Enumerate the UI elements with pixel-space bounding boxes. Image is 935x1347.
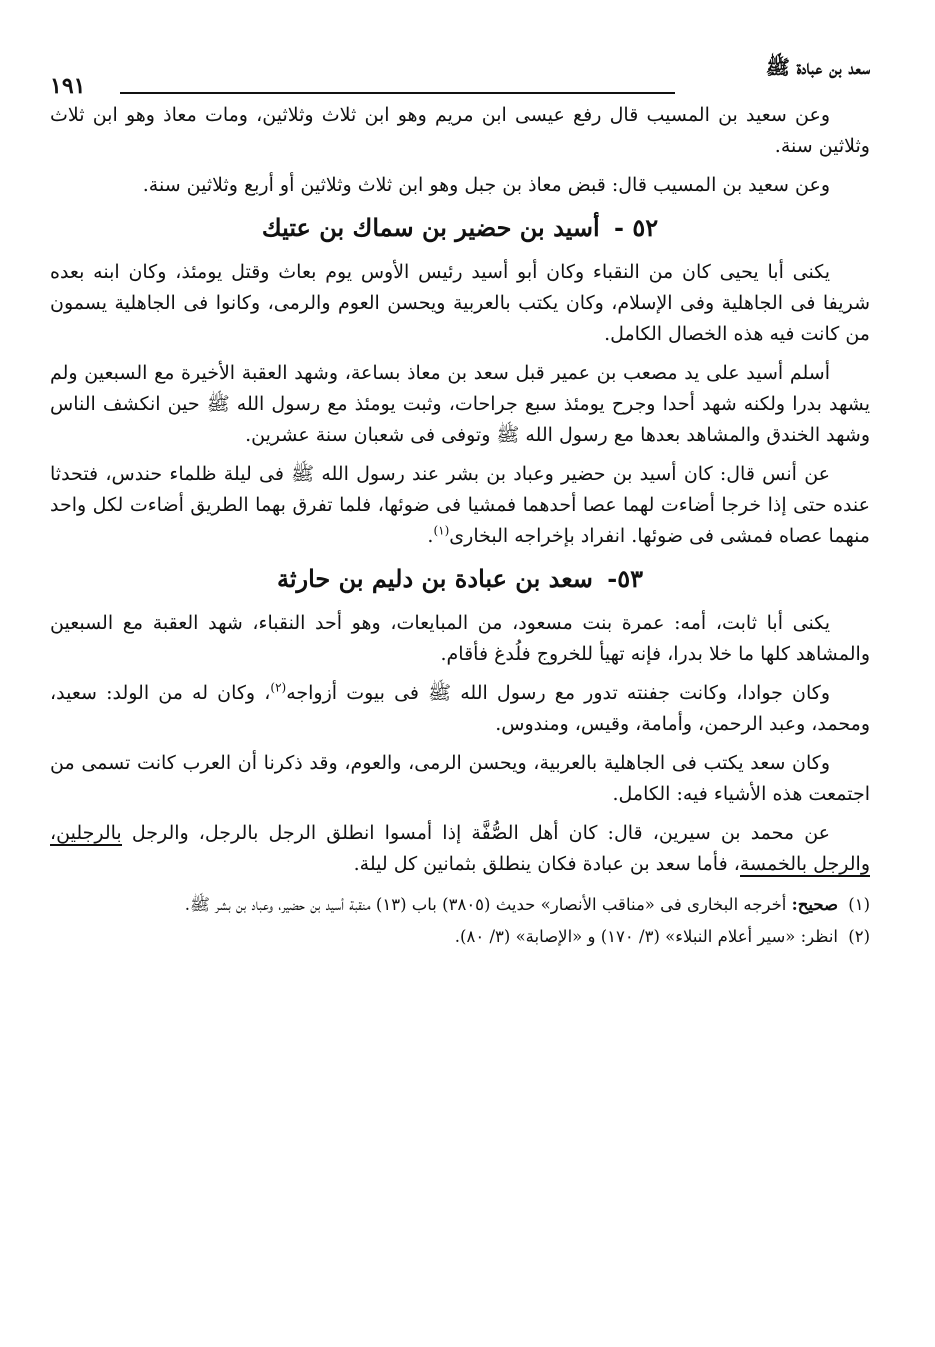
footnotes — [50, 892, 870, 950]
section-53-title: سعد بن عبادة بن دليم بن حارثة — [276, 564, 593, 593]
section-52-paragraph-3-end: . — [427, 525, 434, 547]
section-52-paragraph-1: يكنى أبا يحيى كان من النقباء وكان أبو أسيد رئيس الأوس يوم بعاث وقتل يومئذ، وكان ابنه بعده شريفا فى الجاهلية وفى الإسلام، وكان يكتب بالعربية ويحسن العوم والرمى، وكانوا فى الجاهلية يسمون من كانت فيه هذه الخصال الكامل. — [50, 261, 870, 345]
footnote-1-grade: صحيح: — [791, 895, 838, 914]
section-53-paragraph-3: وكان سعد يكتب فى الجاهلية بالعربية، ويحسن الرمى، والعوم، وقد ذكرنا أن العرب كانت تسمى من اجتمعت هذه الأشياء فيه: الكامل. — [50, 752, 870, 805]
section-53-paragraph-4 — [50, 818, 870, 880]
footnote-2-number: (٢) — [848, 927, 870, 946]
page-number: ١٩١ — [50, 73, 86, 99]
section-52-paragraph-3-text: عن أنس قال: كان أسيد بن حضير وعباد بن بشر عند رسول الله ﷺ فى ليلة ظلماء حندس، فتحدثا عنده حتى إذا خرجا أضاءت لهما عصا أحدهما فمشيا فى ضوئها، فلما تفرق بهما الطريق أضاءت لكل واحد منهما عصاه فمشى فى ضوئها. انفراد بإخراجه البخارى — [50, 463, 870, 547]
page-header — [50, 55, 870, 100]
paragraph-top-2: وعن سعيد بن المسيب قال: قبض معاذ بن جبل وهو ابن ثلاث وثلاثين أو أربع وثلاثين سنة. — [142, 174, 830, 196]
footnote-ref-1: (١) — [433, 523, 450, 538]
footnote-2-text: انظر: «سير أعلام النبلاء» (٣/ ١٧٠) و «الإصابة» (٣/ ٨٠). — [454, 927, 838, 946]
footnote-1 — [50, 892, 870, 918]
running-title: سعد بن عبادة ﷺ — [765, 55, 870, 79]
section-52-paragraph-2: أسلم أسيد على يد مصعب بن عمير قبل سعد بن معاذ بساعة، وشهد العقبة الأخيرة مع السبعين ولم يشهد بدرا ولكنه شهد أحدا وجرح يومئذ سبع جراحات، وثبت يومئذ مع رسول الله ﷺ حين انكشف الناس وشهد الخندق والمشاهد بعدها مع رسول الله ﷺ وتوفى فى شعبان سنة عشرين. — [50, 362, 870, 446]
footnote-1-text: أخرجه البخارى فى «مناقب الأنصار» حديث (٣٨٠٥) باب (١٣) منقبة أسيد بن حضير، وعباد بن بشر ﷺ. — [184, 895, 787, 914]
section-53-paragraph-2-text-a: وكان جوادا، وكانت جفنته تدور مع رسول الله ﷺ فى بيوت أزواجه — [286, 682, 830, 704]
section-52-heading — [50, 211, 870, 245]
section-52-paragraph-3 — [50, 459, 870, 552]
section-53-paragraph-2 — [50, 678, 870, 740]
section-53-number: ٥٣- — [607, 564, 643, 593]
footnote-ref-2: (٢) — [270, 680, 287, 695]
book-page — [50, 55, 870, 956]
underlined-phrase: بالرجلين، والرجل بالخمسة — [50, 822, 870, 875]
section-52-number: ٥٢ - — [614, 213, 659, 242]
section-53-paragraph-1: يكنى أبا ثابت، أمه: عمرة بنت مسعود، من المبايعات، وهو أحد النقباء، شهد العقبة مع السبعين والمشاهد كلها ما خلا بدرا، فإنه تهيأ للخروج فلُدغ فأقام. — [50, 612, 870, 665]
section-53-paragraph-4-text-a: عن محمد بن سيرين، قال: كان أهل الصُّفَّة إذا أمسوا انطلق الرجل بالرجل، والرجل — [121, 822, 830, 844]
paragraph-top-1: وعن سعيد بن المسيب قال رفع عيسى ابن مريم وهو ابن ثلاث وثلاثين، ومات معاذ وهو ابن ثلاث وثلاثين سنة. — [50, 104, 870, 157]
header-rule — [120, 92, 675, 94]
section-53-heading — [50, 562, 870, 596]
section-52-title: أسيد بن حضير بن سماك بن عتيك — [261, 213, 600, 242]
section-53-paragraph-2-text-b: ، وكان له من الولد: سعيد، ومحمد، وعبد الرحمن، وأمامة، وقيس، ومندوس. — [50, 682, 870, 735]
footnote-2 — [50, 924, 870, 950]
footnote-1-number: (١) — [848, 895, 870, 914]
section-53-paragraph-4-text-b: ، فأما سعد بن عبادة فكان ينطلق بثمانين كل ليلة. — [353, 853, 740, 875]
